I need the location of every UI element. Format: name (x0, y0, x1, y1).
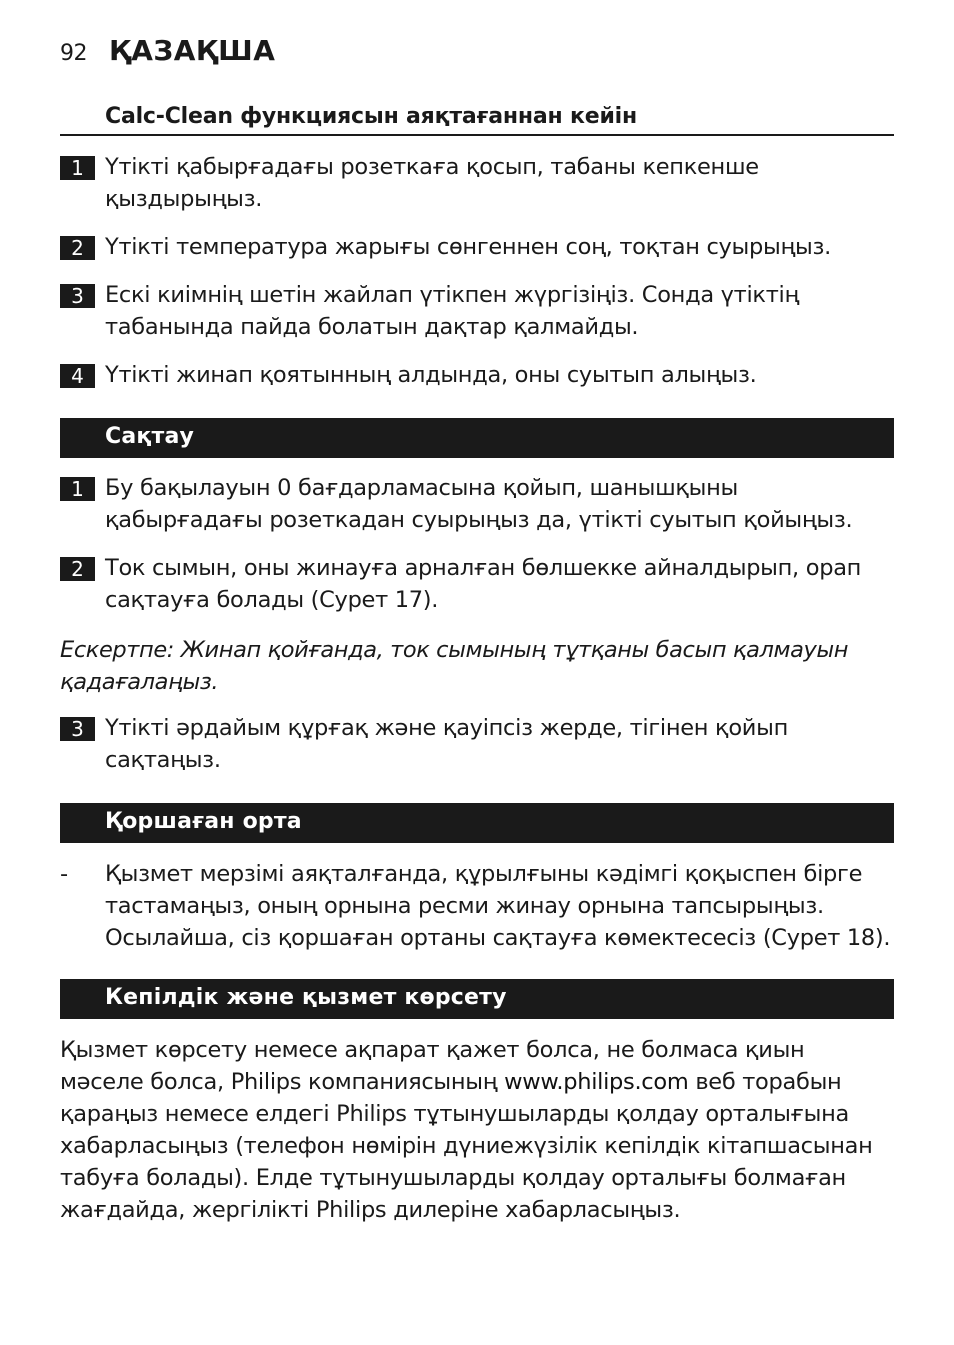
storage-note: Ескертпе: Жинап қойғанда, ток сымының тұтқаны басып қалмауын қадағалаңыз. (60, 637, 849, 695)
environment-text: Қызмет мерзімі аяқталғанда, құрылғыны кәдімгі қоқыспен бірге тастамаңыз, оның орнына ресми жинау орнына тапсырыңыз. Осылайша, сіз қоршаған ортаны сақтауға көмектесесіз (Сурет 18). (105, 861, 891, 951)
step-number: 2 (60, 557, 95, 581)
section-heading-storage (60, 418, 894, 458)
page-header (60, 34, 275, 67)
step-number: 1 (60, 156, 95, 180)
warranty-paragraph (60, 1034, 894, 1226)
step-text: Бу бақылауын 0 бағдарламасына қойып, шанышқыны қабырғадағы розеткадан суырыңыз да, үтікті суытып қойыңыз. (105, 475, 853, 533)
section-heading-warranty (60, 979, 894, 1019)
step-text: Үтікті қабырғадағы розеткаға қосып, табаны кепкенше қыздырыңыз. (105, 154, 759, 212)
step-number: 3 (60, 284, 95, 308)
language-title: ҚАЗАҚША (109, 34, 276, 67)
section-title: Кепілдік және қызмет көрсету (105, 985, 507, 1010)
section-title: Calc-Clean функциясын аяқтағаннан кейін (105, 104, 638, 129)
section-title: Сақтау (105, 424, 195, 449)
section-title: Қоршаған орта (105, 809, 302, 834)
step-text: Үтікті температура жарығы сөнгеннен соң, тоқтан суырыңыз. (105, 234, 832, 260)
step-text: Үтікті әрдайым құрғақ және қауіпсіз жерде, тігінен қойып сақтаңыз. (105, 715, 788, 773)
step-text: Үтікті жинап қоятынның алдында, оны суытып алыңыз. (105, 362, 757, 388)
warranty-text-start: Қызмет көрсету немесе ақпарат қажет болса, не болмаса қиын мәселе болса, Philips компаниясының (60, 1037, 805, 1095)
step-number: 3 (60, 717, 95, 741)
warranty-text-end: веб торабын қараңыз немесе елдегі Philips тұтынушыларды қолдау орталығына хабарласыңыз (телефон нөмірін дүниежүзілік кепілдік кітапшасынан табуға болады). Елде тұтынушыларды қолдау орталығы болмаған жағдайда, жергілікті Philips дилеріне хабарласыңыз. (60, 1069, 873, 1223)
step-number: 2 (60, 236, 95, 260)
page-number: 92 (60, 41, 87, 66)
step-text: Ток сымын, оны жинауға арналған бөлшекке айналдырып, орап сақтауға болады (Сурет 17). (105, 555, 862, 613)
step-text: Ескі киімнің шетін жайлап үтікпен жүргізіңіз. Сонда үтіктің табанында пайда болатын дақтар қалмайды. (105, 282, 800, 340)
step-number: 4 (60, 364, 95, 388)
dash-bullet: - (60, 861, 69, 887)
section-heading-after-calc-clean (60, 102, 894, 136)
philips-website-link[interactable]: www.philips.com (504, 1069, 689, 1095)
step-number: 1 (60, 477, 95, 501)
section-heading-environment (60, 803, 894, 843)
